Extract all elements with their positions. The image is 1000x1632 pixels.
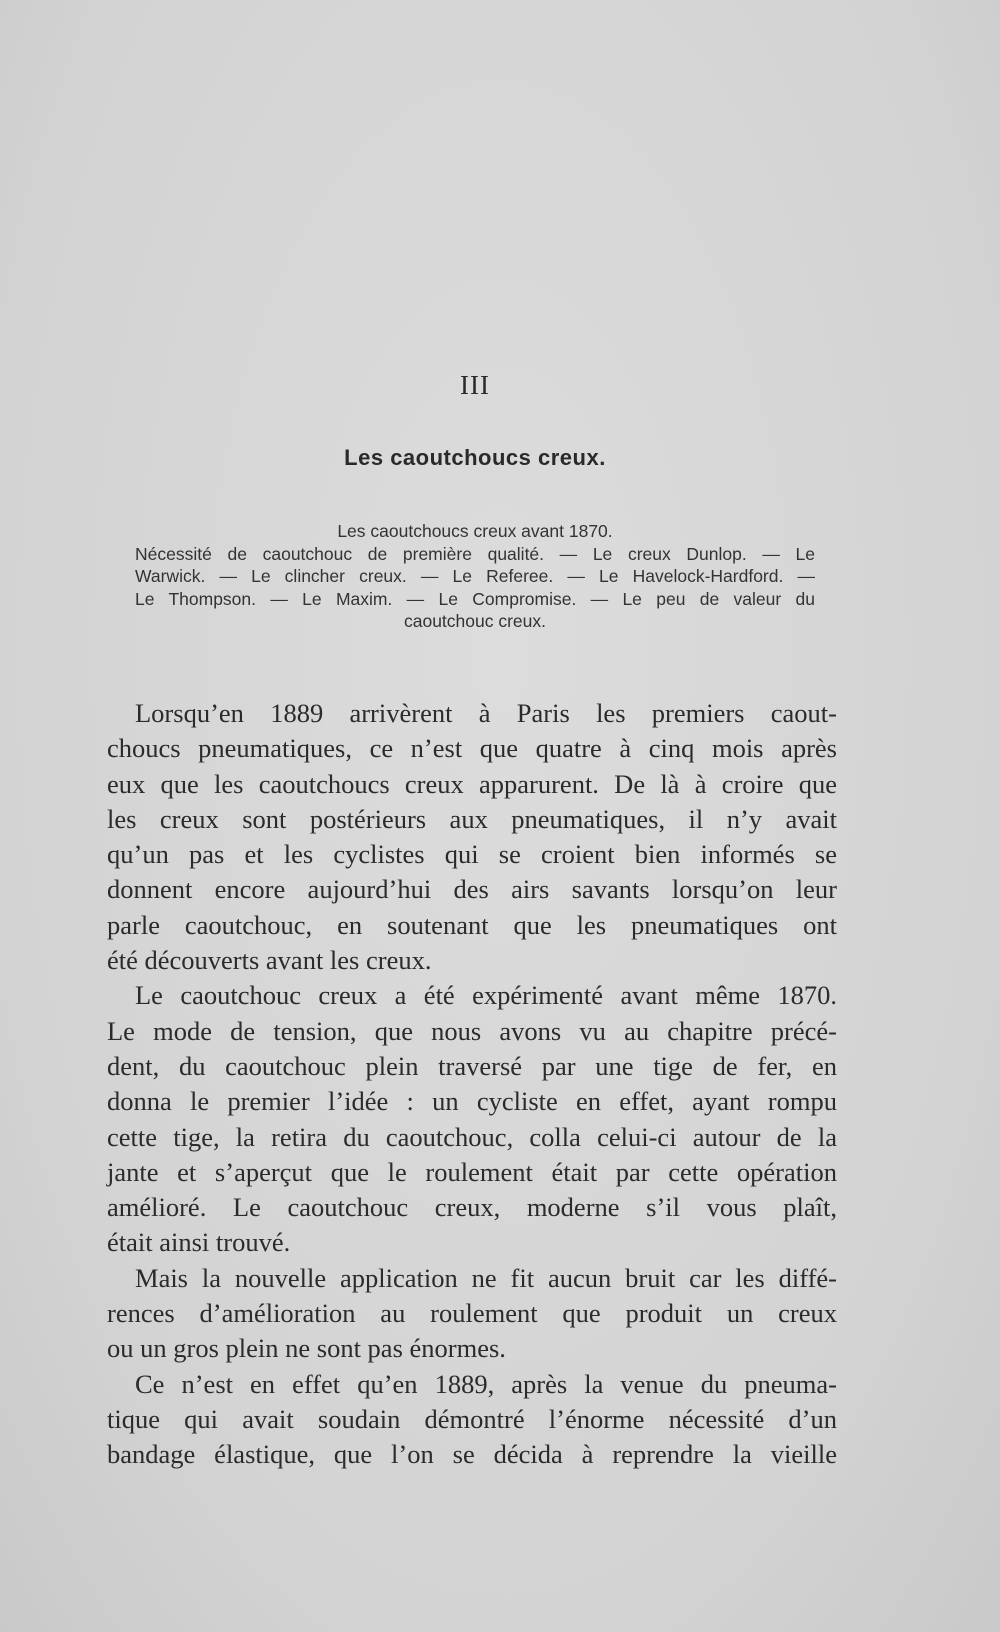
body-line: choucs pneumatiques, ce n’est que quatre à cinq mois après (107, 733, 837, 764)
summary-line: Nécessité de caoutchouc de première qualité. — Le creux Dunlop. — Le (135, 543, 815, 564)
body-line: tique qui avait soudain démontré l’énorme nécessité d’un (107, 1403, 837, 1434)
body-line: les creux sont postérieurs aux pneumatiques, il n’y avait (107, 803, 837, 834)
body-line: eux que les caoutchoucs creux apparurent. De là à croire que (107, 768, 837, 799)
chapter-summary (135, 520, 815, 633)
body-line: Le caoutchouc creux a été expérimenté avant même 1870. (135, 980, 837, 1011)
body-line: était ainsi trouvé. (107, 1227, 291, 1258)
summary-line: Les caoutchoucs creux avant 1870. (337, 521, 613, 541)
body-line: cette tige, la retira du caoutchouc, colla celui-ci autour de la (107, 1121, 837, 1152)
body-line: donnent encore aujourd’hui des airs savants lorsqu’on leur (107, 874, 837, 905)
body-line: ou un gros plein ne sont pas énormes. (107, 1333, 506, 1364)
body-line: jante et s’aperçut que le roulement était par cette opération (107, 1156, 837, 1187)
body-line: dent, du caoutchouc plein traversé par une tige de fer, en (107, 1050, 837, 1081)
chapter-title: Les caoutchoucs creux. (344, 445, 606, 470)
body-line: Mais la nouvelle application ne fit aucun bruit car les diffé- (135, 1262, 837, 1293)
body-line: Lorsqu’en 1889 arrivèrent à Paris les premiers caout- (135, 698, 837, 728)
body-line: amélioré. Le caoutchouc creux, moderne s’il vous plaît, (107, 1192, 837, 1223)
summary-line: Warwick. — Le clincher creux. — Le Referee. — Le Havelock-Hardford. — (135, 566, 815, 586)
body-line: donna le premier l’idée : un cycliste en effet, ayant rompu (107, 1086, 837, 1117)
summary-line: Le Thompson. — Le Maxim. — Le Compromise. — Le peu de valeur du (135, 588, 815, 609)
chapter-number: III (460, 370, 490, 400)
body-line: été découverts avant les creux. (107, 945, 432, 976)
body-text (107, 696, 837, 1473)
body-line: rences d’amélioration au roulement que produit un creux (107, 1298, 837, 1329)
body-line: parle caoutchouc, en soutenant que les pneumatiques ont (107, 909, 837, 940)
body-line: Ce n’est en effet qu’en 1889, après la venue du pneuma- (135, 1368, 837, 1399)
body-line: bandage élastique, que l’on se décida à reprendre la vieille (107, 1439, 837, 1470)
body-line: Le mode de tension, que nous avons vu au chapitre précé- (107, 1015, 837, 1046)
body-line: qu’un pas et les cyclistes qui se croient bien informés se (107, 839, 837, 870)
summary-line: caoutchouc creux. (403, 611, 547, 631)
